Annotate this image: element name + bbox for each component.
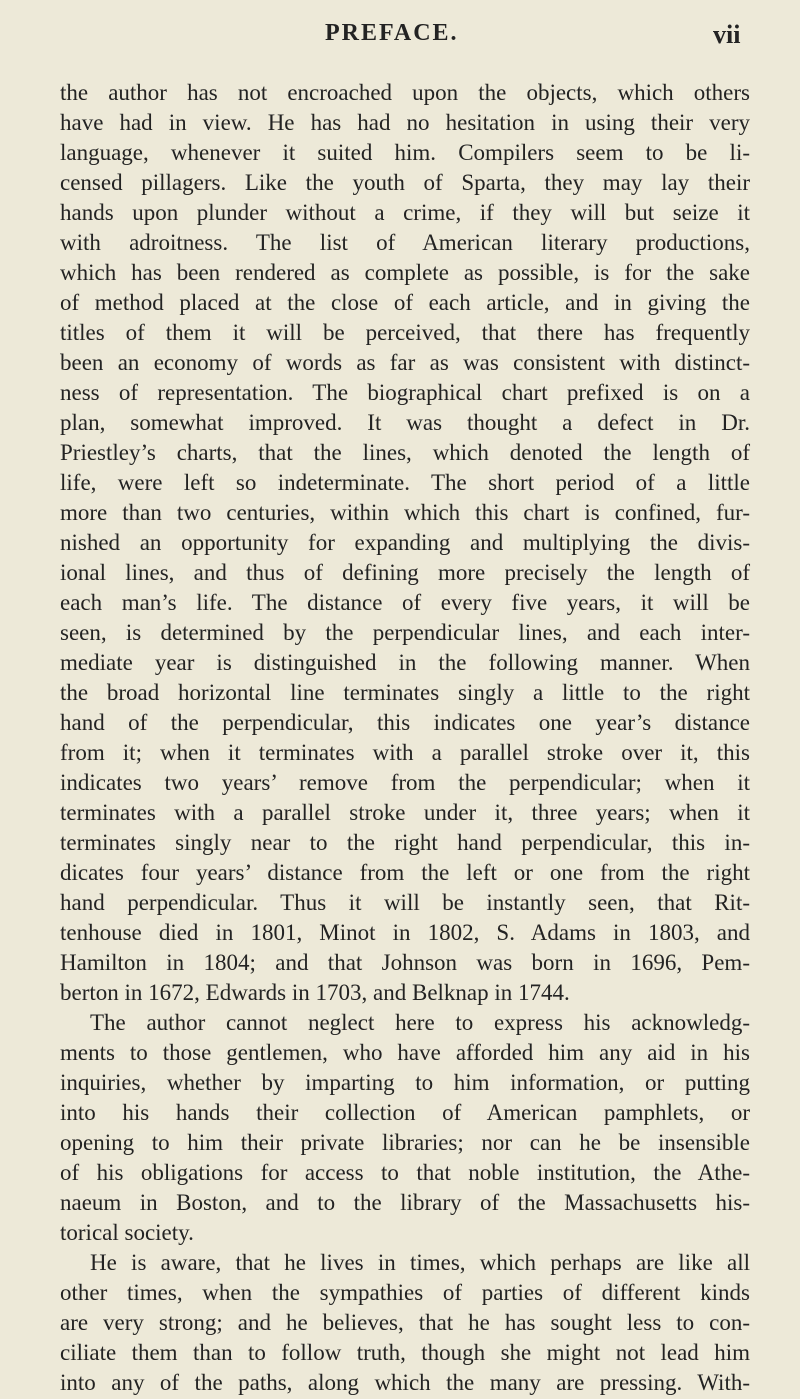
- text-line: the author has not encroached upon the objects, which others: [60, 80, 750, 105]
- text-line: ional lines, and thus of defining more precisely the length of: [60, 560, 750, 585]
- text-line: Priestley’s charts, that the lines, which denoted the length of: [60, 440, 750, 465]
- text-line: the broad horizontal line terminates singly a little to the right: [60, 680, 750, 705]
- text-line: which has been rendered as complete as possible, is for the sake: [60, 260, 750, 285]
- text-line: are very strong; and he believes, that he has sought less to con-: [60, 1310, 750, 1335]
- text-line: into his hands their collection of American pamphlets, or: [60, 1100, 750, 1125]
- text-line: terminates with a parallel stroke under it, three years; when it: [60, 800, 750, 825]
- text-line: been an economy of words as far as was consistent with distinct-: [60, 350, 750, 375]
- text-line: He is aware, that he lives in times, which perhaps are like all: [90, 1250, 750, 1275]
- text-line: mediate year is distinguished in the following manner. When: [60, 650, 750, 675]
- body-text: [60, 78, 750, 1398]
- text-line: of his obligations for access to that noble institution, the Athe-: [60, 1160, 750, 1185]
- text-line: hand perpendicular. Thus it will be instantly seen, that Rit-: [60, 890, 750, 915]
- running-title: PREFACE.: [325, 20, 459, 46]
- text-line: dicates four years’ distance from the left or one from the right: [60, 860, 750, 885]
- text-line: ciliate them than to follow truth, though she might not lead him: [60, 1340, 750, 1365]
- text-line: terminates singly near to the right hand perpendicular, this in-: [60, 830, 750, 855]
- text-line: titles of them it will be perceived, that there has frequently: [60, 320, 750, 345]
- text-line: indicates two years’ remove from the perpendicular; when it: [60, 770, 750, 795]
- text-line: have had in view. He has had no hesitation in using their very: [60, 110, 750, 135]
- text-line: plan, somewhat improved. It was thought a defect in Dr.: [60, 410, 750, 435]
- text-line: hand of the perpendicular, this indicates one year’s distance: [60, 710, 750, 735]
- text-line: from it; when it terminates with a parallel stroke over it, this: [60, 740, 750, 765]
- text-line: nished an opportunity for expanding and multiplying the divis-: [60, 530, 750, 555]
- text-line: The author cannot neglect here to express his acknowledg-: [90, 1010, 750, 1035]
- text-line: naeum in Boston, and to the library of the Massachusetts his-: [60, 1190, 750, 1215]
- text-line: ments to those gentlemen, who have afforded him any aid in his: [60, 1040, 750, 1065]
- text-line: ness of representation. The biographical chart prefixed is on a: [60, 380, 750, 405]
- text-line: seen, is determined by the perpendicular lines, and each inter-: [60, 620, 750, 645]
- text-line: opening to him their private libraries; nor can he be insensible: [60, 1130, 750, 1155]
- text-line: with adroitness. The list of American literary productions,: [60, 230, 750, 255]
- text-line: each man’s life. The distance of every five years, it will be: [60, 590, 750, 615]
- text-line: language, whenever it suited him. Compilers seem to be li-: [60, 140, 750, 165]
- text-line: tenhouse died in 1801, Minot in 1802, S. Adams in 1803, and: [60, 920, 750, 945]
- text-line: more than two centuries, within which this chart is confined, fur-: [60, 500, 750, 525]
- text-line: hands upon plunder without a crime, if they will but seize it: [60, 200, 750, 225]
- running-head: [0, 20, 800, 56]
- text-line: of method placed at the close of each article, and in giving the: [60, 290, 750, 315]
- text-line: inquiries, whether by imparting to him information, or putting: [60, 1070, 750, 1095]
- text-line: berton in 1672, Edwards in 1703, and Belknap in 1744.: [60, 980, 570, 1005]
- page-number: vii: [713, 20, 741, 49]
- text-line: life, were left so indeterminate. The short period of a little: [60, 470, 750, 495]
- text-line: other times, when the sympathies of parties of different kinds: [60, 1280, 750, 1305]
- text-line: censed pillagers. Like the youth of Sparta, they may lay their: [60, 170, 750, 195]
- text-line: Hamilton in 1804; and that Johnson was born in 1696, Pem-: [60, 950, 750, 975]
- text-line: torical society.: [60, 1220, 194, 1245]
- text-line: into any of the paths, along which the many are pressing. With-: [60, 1370, 750, 1395]
